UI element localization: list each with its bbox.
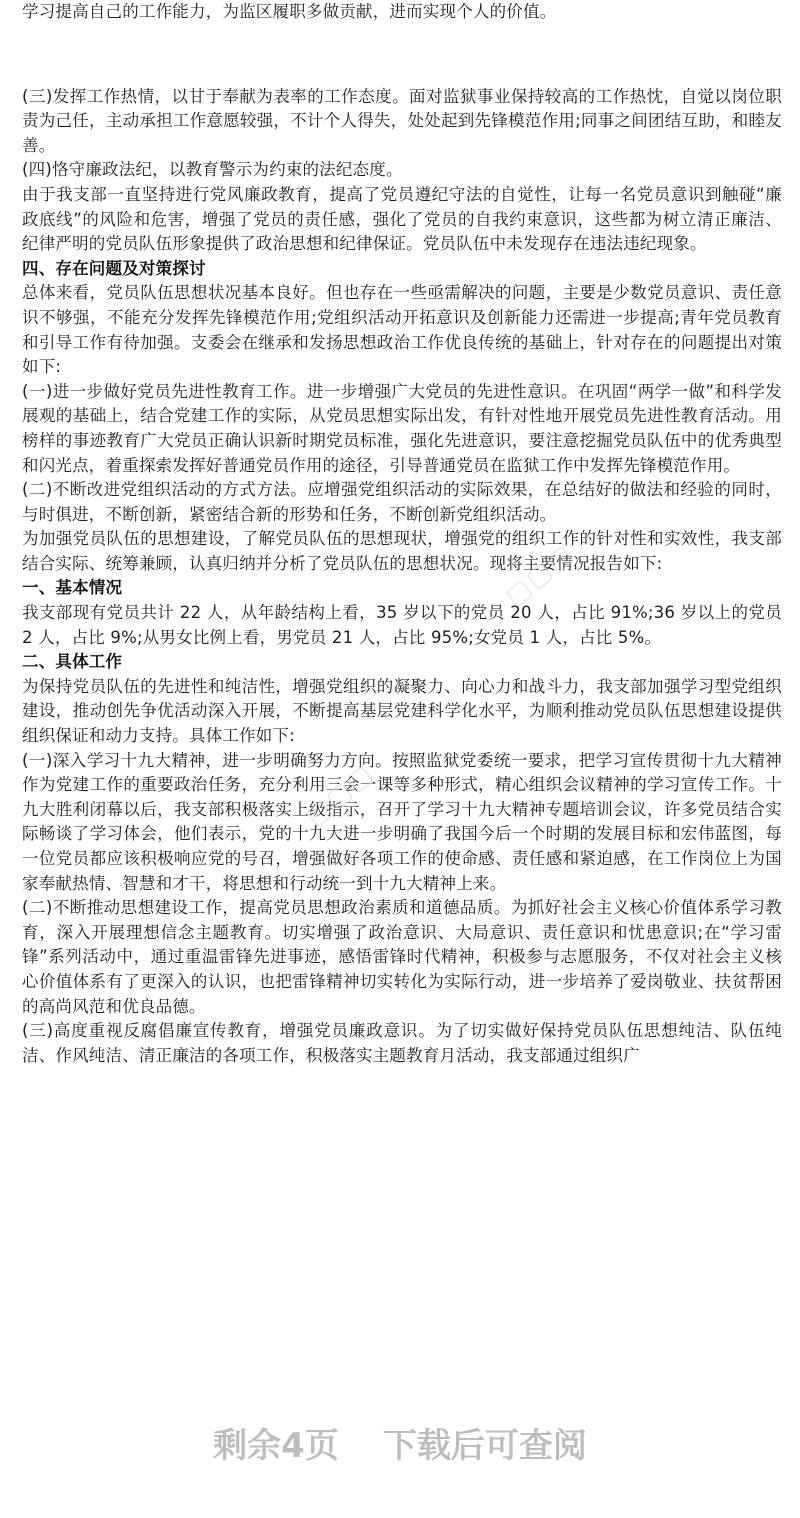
paragraph: 我支部现有党员共计 22 人，从年龄结构上看，35 岁以下的党员 20 人，占比 91%;36 岁以上的党员 2 人，占比 9%;从男女比例上看，男党员 21 人，占比 95%;女党员 1 人，占比 5%。 [22,603,782,647]
paragraph: (三)高度重视反腐倡廉宣传教育，增强党员廉政意识。为了切实做好保持党员队伍思想纯洁、队伍纯洁、作风纯洁、清正廉洁的各项工作，积极落实主题教育月活动，我支部通过组织广 [22,1021,782,1065]
paragraph: (三)发挥工作热情，以甘于奉献为表率的工作态度。面对监狱事业保持较高的工作热忱，自觉以岗位职责为己任，主动承担工作意愿较强，不计个人得失，处处起到先锋模范作用;同事之间团结互助，和睦友善。 [22,86,782,155]
paragraph: (二)不断改进党组织活动的方式方法。应增强党组织活动的实际效果，在总结好的做法和经验的同时，与时俱进，不断创新，紧密结合新的形势和任务，不断创新党组织活动。 [22,480,782,524]
section-heading: 二、具体工作 [22,652,123,672]
paragraph: (四)恪守廉政法纪，以教育警示为约束的法纪态度。 [22,160,403,180]
paragraph: 学习提高自己的工作能力，为监区履职多做贡献，进而实现个人的价值。 [22,2,557,21]
paragraph: 由于我支部一直坚持进行党风廉政教育，提高了党员遵纪守法的自觉性，让每一名党员意识到触碰“廉政底线”的风险和危害，增强了党员的责任感，强化了党员的自我约束意识，这些都为树立清正廉洁、纪律严明的党员队伍形象提供了政治思想和纪律保证。党员队伍中未发现存在违法违纪现象。 [22,184,782,254]
document-body [22,0,782,1068]
remaining-pages-label: 剩余4页 [213,1426,339,1466]
paragraph: (二)不断推动思想建设工作，提高党员思想政治素质和道德品质。为抓好社会主义核心价值体系学习教育，深入开展理想信念主题教育。切实增强了政治意识、大局意识、责任意识和忧患意识;在“学习雷锋”系列活动中，通过重温雷锋先进事迹，感悟雷锋时代精神，积极参与志愿服务，不仅对社会主义核心价值体系有了更深入的认识，也把雷锋精神切实转化为实际行动，进一步培养了爱岗敬业、扶贫帮困的高尚风范和优良品德。 [22,898,782,1016]
paragraph: 总体来看，党员队伍思想状况基本良好。但也存在一些亟需解决的问题，主要是少数党员意识、责任意识不够强，不能充分发挥先锋模范作用;党组织活动开拓意识及创新能力还需进一步提高;青年党员教育和引导工作有待加强。支委会在继承和发扬思想政治工作优良传统的基础上，针对存在的问题提出对策如下: [22,283,782,377]
watermark-graphic: ▢▢▢ [299,757,381,833]
paragraph: 为加强党员队伍的思想建设，了解党员队伍的思想现状，增强党的组织工作的针对性和实效性，我支部结合实际、统筹兼顾，认真归纳并分析了党员队伍的思想状况。现将主要情况报告如下: [22,529,782,573]
watermark-graphic: ▢▢▢ [499,537,581,613]
paragraph: (一)深入学习十九大精神，进一步明确努力方向。按照监狱党委统一要求，把学习宣传贯彻十九大精神作为党建工作的重要政治任务，充分利用三会一课等多种形式，精心组织会议精神的学习宣传工作。十九大胜利闭幕以后，我支部积极落实上级指示，召开了学习十九大精神专题培训会议，许多党员结合实际畅谈了学习体会，他们表示，党的十九大进一步明确了我国今后一个时期的发展目标和宏伟蓝图，每一位党员都应该积极响应党的号召，增强做好各项工作的使命感、责任感和紧迫感，在工作岗位上为国家奉献热情、智慧和才干，将思想和行动统一到十九大精神上来。 [22,750,782,893]
download-to-view-label: 下载后可查阅 [382,1426,587,1466]
download-prompt[interactable] [0,1418,800,1467]
paragraph: (一)进一步做好党员先进性教育工作。进一步增强广大党员的先进性意识。在巩固“两学一做”和科学发展观的基础上，结合党建工作的实际，从党员思想实际出发，有针对性地开展党员先进性教育活动。用榜样的事迹教育广大党员正确认识新时期党员标准，强化先进意识，要注意挖掘党员队伍中的优秀典型和闪光点，着重探索发挥好普通党员作用的途径，引导普通党员在监狱工作中发挥先锋模范作用。 [22,381,782,475]
paragraph: 为保持党员队伍的先进性和纯洁性，增强党组织的凝聚力、向心力和战斗力，我支部加强学习型党组织建设，推动创先争优活动深入开展，不断提高基层党建科学化水平，为顺利推动党员队伍思想建设提供组织保证和动力支持。具体工作如下: [22,676,782,746]
spacer [22,25,782,85]
section-heading: 四、存在问题及对策探讨 [22,258,206,278]
section-heading: 一、基本情况 [22,578,123,598]
